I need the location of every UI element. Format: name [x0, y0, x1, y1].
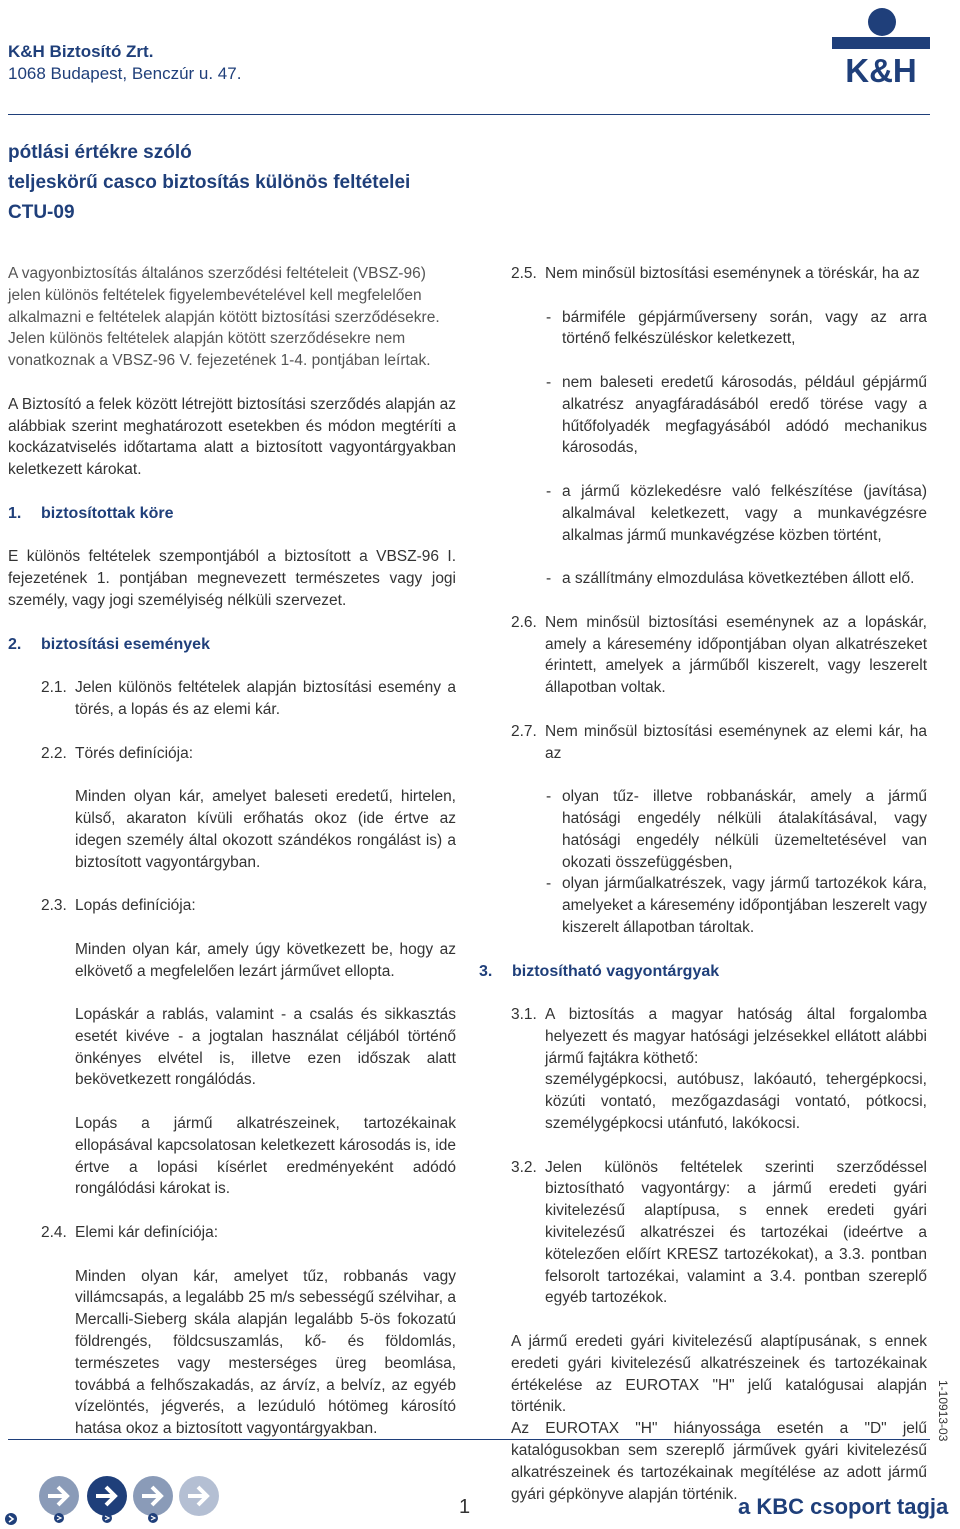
section-3-number: 3. [479, 962, 493, 980]
bullet-dash: - [546, 875, 552, 893]
section-3-title: biztosítható vagyontárgyak [512, 962, 720, 980]
list-item [546, 372, 927, 459]
bullet-dash: - [546, 570, 552, 588]
list-item [546, 873, 927, 938]
bullet-dash: - [546, 788, 552, 806]
arrow-right-icon[interactable] [130, 1474, 176, 1524]
clause-2-3-body-2: Lopáskár a rablás, valamint - a csalás és sikkasztás esetét kivéve - a jogtalan használat céljából történő önkényes elvétel is, illetve ezen időszak alatt bekövetkezett rongálódás. [75, 1006, 456, 1089]
clause-3-1 [511, 1004, 927, 1069]
clause-2-2 [41, 743, 456, 765]
clause-2-7-number: 2.7. [511, 722, 537, 740]
section-2-title: biztosítási események [41, 635, 210, 653]
clause-2-7-text: Nem minősül biztosítási eseménynek az elemi kár, ha az [545, 722, 927, 762]
clause-2-2-text: Törés definíciója: [75, 744, 194, 762]
closing-paragraph-1: A jármű eredeti gyári kivitelezésű alaptípusának, s ennek eredeti gyári kivitelezésű alkatrészeinek és tartozékainak értékelése az EUROTAX "H" jelű katalógusai alapján történik. [511, 1333, 927, 1416]
intro-paragraph-1: A vagyonbiztosítás általános szerződési feltételeit (VBSZ-96) jelen különös feltételek figyelembevételével kell megfelelően alkalmazni e feltételek alapján kötött biztosítási szerződésekre. [8, 265, 440, 326]
title-line-1: pótlási értékre szóló [8, 142, 192, 163]
clause-2-1 [41, 677, 456, 721]
clause-2-4-number: 2.4. [41, 1224, 67, 1242]
clause-2-4-body: Minden olyan kár, amelyet tűz, robbanás vagy villámcsapás, a legalább 25 m/s sebességű szélvihar, a Mercalli-Sieberg skála alapján legalább 5-ös fokozatú földrengés, földcsuszamlás, kő- és földomlás, természetes vagy mesterséges üreg beomlása, továbbá a felhőszakadás, az árvíz, a belvíz, az egyéb vízelöntés, jégverés, a lezúduló hótömeg károsító hatása okoz a biztosított vagyontárgyakban. [75, 1267, 456, 1438]
right-column [479, 263, 927, 1505]
clause-3-1-text-2: személygépkocsi, autóbusz, lakóautó, tehergépkocsi, közúti vontató, mezőgazdasági vontató, pótkocsi, személygépkocsi utánfutó, lakókocsi. [545, 1071, 927, 1133]
clause-2-6-text: Nem minősül biztosítási eseménynek az a lopáskár, amely a káresemény időpontjában olyan alkatrészeket érintett, amelyek a járműből kiszerelt, vagy leszerelt állapotban voltak. [545, 613, 927, 697]
intro-paragraph-2: Jelen különös feltételek alapján kötött szerződésekre nem vonatkoznak a VBSZ-96 V. fejezetének 1-4. pontjában leírtak. [8, 330, 431, 370]
section-2-heading [8, 634, 456, 656]
clause-2-3-number: 2.3. [41, 897, 67, 915]
clause-3-2-number: 3.2. [511, 1158, 537, 1176]
clause-2-3-body-3: Lopás a jármű alkatrészeinek, tartozékainak ellopásával kapcsolatosan keletkezett károsodás is, ide értve a lopási kísérlet eredményeként adódó rongálódási károkat is. [75, 1115, 456, 1198]
section-3-heading [479, 961, 927, 983]
header-divider [8, 114, 930, 115]
clause-2-4 [41, 1222, 456, 1244]
clause-2-3-body-1: Minden olyan kár, amely úgy következett be, hogy az elkövető a megfelelően lezárt járművet ellopta. [75, 940, 456, 980]
section-1-title: biztosítottak köre [41, 504, 174, 522]
bullet-dash: - [546, 373, 552, 391]
company-name: K&H Biztosító Zrt. [8, 42, 154, 61]
title-line-2: teljeskörű casco biztosítás különös feltételei [8, 172, 411, 193]
kh-logo [830, 4, 930, 84]
clause-2-4-text: Elemi kár definíciója: [75, 1224, 219, 1242]
clause-2-3-text: Lopás definíciója: [75, 897, 196, 915]
clause-2-3 [41, 895, 456, 917]
clause-2-5-text: Nem minősül biztosítási eseménynek a töréskár, ha az [545, 265, 920, 282]
list-item [546, 481, 927, 546]
clause-2-5 [511, 263, 927, 285]
kbc-tagline: a KBC csoport tagja [738, 1494, 949, 1519]
section-1-text: E különös feltételek szempontjából a biztosított a VBSZ-96 I. fejezetének 1. pontjában megnevezett természetes vagy jogi személy, vagy jogi személyiség nélküli szervezet. [8, 548, 456, 609]
bullet-dash: - [546, 482, 552, 500]
clause-2-1-number: 2.1. [41, 679, 67, 697]
clause-3-2-text: Jelen különös feltételek szerinti szerződéssel biztosítható vagyontárgy: a jármű eredeti gyári kivitelezésű alaptípusa, s ennek eredeti gyári kivitelezésű alkatrészei és tartozékai (ideértve a kötelezően előírt KRESZ tartozékokat), a 3.3. pontban felsorolt tartozékai, valamint a 3.4. pontban szereplő egyéb tartozékok. [545, 1158, 927, 1307]
list-item [546, 307, 927, 351]
section-1-heading [8, 503, 456, 525]
arrow-right-icon[interactable] [36, 1474, 82, 1524]
left-column [8, 263, 456, 1462]
bullet-text: a jármű közlekedésre való felkészítése (javítása) alkalmával keletkezett, vagy a munkavégzésre alkalmas jármű munkavégzése közben történt, [562, 482, 927, 544]
page-number: 1 [459, 1496, 471, 1518]
bullet-text: a szállítmány elmozdulása következtében állott elő. [562, 570, 915, 588]
arrow-right-icon[interactable] [4, 1512, 18, 1526]
clause-3-1-text: A biztosítás a magyar hatóság által forgalomba helyezett és magyar hatósági jelzésekkel ellátott alábbi jármű fajtákra köthető: [545, 1006, 927, 1067]
clause-2-2-number: 2.2. [41, 744, 67, 762]
clause-2-6-number: 2.6. [511, 613, 537, 631]
logo-text: K&H [845, 52, 917, 84]
list-item [546, 786, 927, 873]
clause-2-2-body: Minden olyan kár, amelyet baleseti eredetű, hirtelen, külső, akaraton kívüli erőhatás okoz (ide értve az idegen személy által okozott szándékos rongálást is) a biztosított vagyontárgyban. [75, 788, 456, 871]
clause-2-5-number: 2.5. [511, 265, 537, 282]
clause-2-7 [511, 721, 927, 765]
closing-paragraph-2: Az EUROTAX "H" hiányossága esetén a "D" jelű katalógusokban sem szereplő járművek gyári kivitelezésű alkatrészeinek és tartozékainak megítélése az adott jármű gyári gépkönyve alapján történik. [511, 1420, 927, 1503]
bullet-text: olyan járműalkatrészek, vagy jármű tartozékok kára, amelyeket a káresemény időpontjában leszerelt vagy kiszerelt állapotban tároltak. [562, 875, 927, 936]
company-address: 1068 Budapest, Benczúr u. 47. [8, 64, 242, 83]
bullet-text: bármiféle gépjárműverseny során, vagy az arra történő felkészüléskor keletkezett, [562, 308, 927, 348]
clause-3-2 [511, 1157, 927, 1310]
bullet-text: nem baleseti eredetű károsodás, például gépjármű alkatrész anyagfáradásából eredő törése vagy a hűtőfolyadék megfagyásából adódó mechanikus károsodás, [562, 373, 927, 457]
title-line-3: CTU-09 [8, 202, 75, 223]
arrow-right-icon[interactable] [84, 1474, 130, 1524]
clause-2-1-text: Jelen különös feltételek alapján biztosítási esemény a törés, a lopás és az elemi kár. [75, 679, 456, 718]
document-title [8, 138, 410, 228]
document-code [932, 1380, 952, 1440]
bullet-dash: - [546, 308, 552, 326]
intro-paragraph-3: A Biztosító a felek között létrejött biztosítási szerződés alapján az alábbiak szerint meghatározott esetekben és módon megtéríti a kockázatviselés időtartama alatt a biztosított vagyontárgyakban keletkezett károkat. [8, 395, 456, 479]
arrow-right-icon[interactable] [176, 1474, 222, 1524]
bullet-text: olyan tűz- illetve robbanáskár, amely a jármű hatósági engedély nélküli átalakításával, vagy hatósági engedély nélküli üzemeltetésével van okozati összefüggésben, [562, 788, 927, 871]
document-code-text: 1-10913-03 [936, 1380, 950, 1442]
clause-2-6 [511, 612, 927, 699]
section-1-number: 1. [8, 504, 22, 522]
footer-divider [8, 1439, 930, 1440]
list-item [546, 568, 927, 590]
section-2-number: 2. [8, 635, 22, 653]
clause-3-1-number: 3.1. [511, 1006, 537, 1024]
